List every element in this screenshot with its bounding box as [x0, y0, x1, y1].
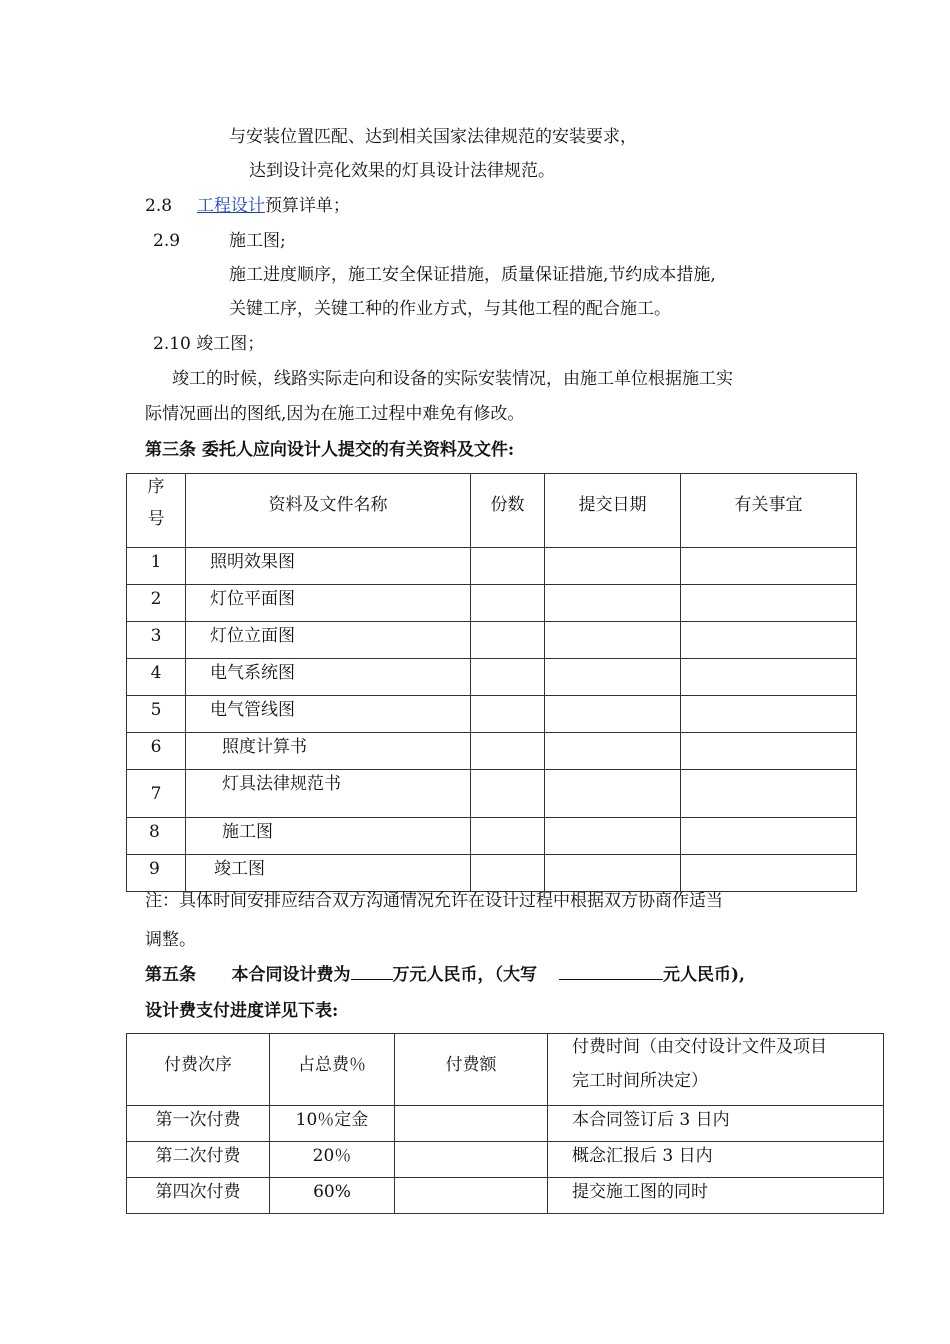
- row-number: 9: [127, 855, 186, 892]
- row-number: 5: [127, 696, 186, 733]
- row-time: 本合同签订后 3 日内: [548, 1106, 884, 1142]
- section-number: 2.9: [153, 231, 181, 251]
- row-time: 概念汇报后 3 日内: [548, 1142, 884, 1178]
- row-date: [545, 733, 681, 770]
- row-amount: [395, 1142, 548, 1178]
- row-name: 施工图: [186, 818, 471, 855]
- header-cell-amount: 付费额: [395, 1034, 548, 1106]
- row-notes: [681, 696, 857, 733]
- row-date: [545, 696, 681, 733]
- row-copies: [471, 622, 545, 659]
- fee-uppercase-blank[interactable]: [559, 963, 663, 980]
- header-cell-time: 付费时间（由交付设计文件及项目 完工时间所决定）: [548, 1034, 884, 1106]
- header-cell-index: 序 号: [127, 474, 186, 548]
- table-row: [127, 622, 857, 659]
- row-copies: [471, 585, 545, 622]
- row-number: 7: [127, 770, 186, 818]
- row-order: 第二次付费: [127, 1142, 270, 1178]
- table-row: [127, 1142, 884, 1178]
- row-order: 第一次付费: [127, 1106, 270, 1142]
- row-copies: [471, 770, 545, 818]
- table-note: 注：具体时间安排应结合双方沟通情况允许在设计过程中根据双方协商作适当: [145, 891, 723, 911]
- row-number: 3: [127, 622, 186, 659]
- row-notes: [681, 585, 857, 622]
- row-name: 照明效果图: [186, 548, 471, 585]
- row-notes: [681, 622, 857, 659]
- row-percent: 20％: [270, 1142, 395, 1178]
- paragraph-line: 施工进度顺序，施工安全保证措施，质量保证措施,节约成本措施,: [229, 265, 716, 285]
- row-date: [545, 622, 681, 659]
- section-number: 2.8: [145, 196, 173, 216]
- header-cell-name: 资料及文件名称: [186, 474, 471, 548]
- section-title: 施工图;: [229, 231, 286, 251]
- row-name: 电气系统图: [186, 659, 471, 696]
- heading-text: 元人民币),: [663, 965, 745, 985]
- paragraph-line: 关键工序，关键工种的作业方式，与其他工程的配合施工。: [229, 299, 671, 319]
- payment-table: [126, 1033, 884, 1214]
- section-text: 预算详单；: [264, 196, 350, 216]
- section-title: 竣工图；: [196, 334, 265, 354]
- paragraph-line: 竣工的时候，线路实际走向和设备的实际安装情况，由施工单位根据施工实: [172, 369, 733, 389]
- row-name: 灯位立面图: [186, 622, 471, 659]
- row-name: 竣工图: [186, 855, 471, 892]
- row-copies: [471, 659, 545, 696]
- row-date: [545, 770, 681, 818]
- fee-amount-blank[interactable]: [351, 963, 393, 980]
- article-5-heading: [145, 963, 745, 986]
- table-row: [127, 855, 857, 892]
- row-name: 电气管线图: [186, 696, 471, 733]
- row-copies: [471, 733, 545, 770]
- header-cell-order: 付费次序: [127, 1034, 270, 1106]
- row-name: 灯位平面图: [186, 585, 471, 622]
- header-cell-copies: 份数: [471, 474, 545, 548]
- row-date: [545, 585, 681, 622]
- table-note: 调整。: [145, 930, 196, 950]
- row-time: 提交施工图的同时: [548, 1178, 884, 1214]
- row-copies: [471, 548, 545, 585]
- section-2-10: [153, 333, 264, 355]
- row-number: 4: [127, 659, 186, 696]
- row-percent: 60%: [270, 1178, 395, 1214]
- table-row: [127, 1178, 884, 1214]
- row-date: [545, 855, 681, 892]
- row-copies: [471, 696, 545, 733]
- header-cell-notes: 有关事宜: [681, 474, 857, 548]
- row-notes: [681, 548, 857, 585]
- row-date: [545, 818, 681, 855]
- article-5-subheading: 设计费支付进度详见下表:: [145, 1001, 339, 1021]
- engineering-design-link[interactable]: 工程设计: [196, 196, 265, 216]
- row-notes: [681, 855, 857, 892]
- row-name: 灯具法律规范书: [186, 770, 471, 818]
- article-3-heading: 第三条 委托人应向设计人提交的有关资料及文件:: [145, 440, 515, 460]
- table-row: [127, 585, 857, 622]
- table-header-row: [127, 474, 857, 548]
- row-number: 1: [127, 548, 186, 585]
- table-header-row: [127, 1034, 884, 1106]
- row-percent: 10％定金: [270, 1106, 395, 1142]
- paragraph-line: 际情况画出的图纸,因为在施工过程中难免有修改。: [145, 404, 525, 424]
- section-number: 2.10: [153, 334, 191, 354]
- materials-table: [126, 473, 857, 892]
- table-row: [127, 696, 857, 733]
- row-copies: [471, 855, 545, 892]
- row-notes: [681, 733, 857, 770]
- row-date: [545, 548, 681, 585]
- header-cell-percent: 占总费％: [270, 1034, 395, 1106]
- table-row: [127, 1106, 884, 1142]
- row-notes: [681, 818, 857, 855]
- table-row: [127, 659, 857, 696]
- row-amount: [395, 1178, 548, 1214]
- paragraph-line: 达到设计亮化效果的灯具设计法律规范。: [249, 161, 555, 181]
- row-date: [545, 659, 681, 696]
- row-number: 2: [127, 585, 186, 622]
- row-notes: [681, 770, 857, 818]
- heading-text: 万元人民币，（大写: [392, 965, 538, 985]
- header-cell-date: 提交日期: [545, 474, 681, 548]
- row-number: 8: [127, 818, 186, 855]
- row-notes: [681, 659, 857, 696]
- table-row: [127, 770, 857, 818]
- table-row: [127, 818, 857, 855]
- row-order: 第四次付费: [127, 1178, 270, 1214]
- row-number: 6: [127, 733, 186, 770]
- heading-text: 第五条 本合同设计费为: [145, 965, 351, 985]
- table-row: [127, 733, 857, 770]
- row-name: 照度计算书: [186, 733, 471, 770]
- row-copies: [471, 818, 545, 855]
- row-amount: [395, 1106, 548, 1142]
- section-2-8: [145, 195, 350, 217]
- paragraph-line: 与安装位置匹配、达到相关国家法律规范的安装要求，: [229, 127, 637, 147]
- table-row: [127, 548, 857, 585]
